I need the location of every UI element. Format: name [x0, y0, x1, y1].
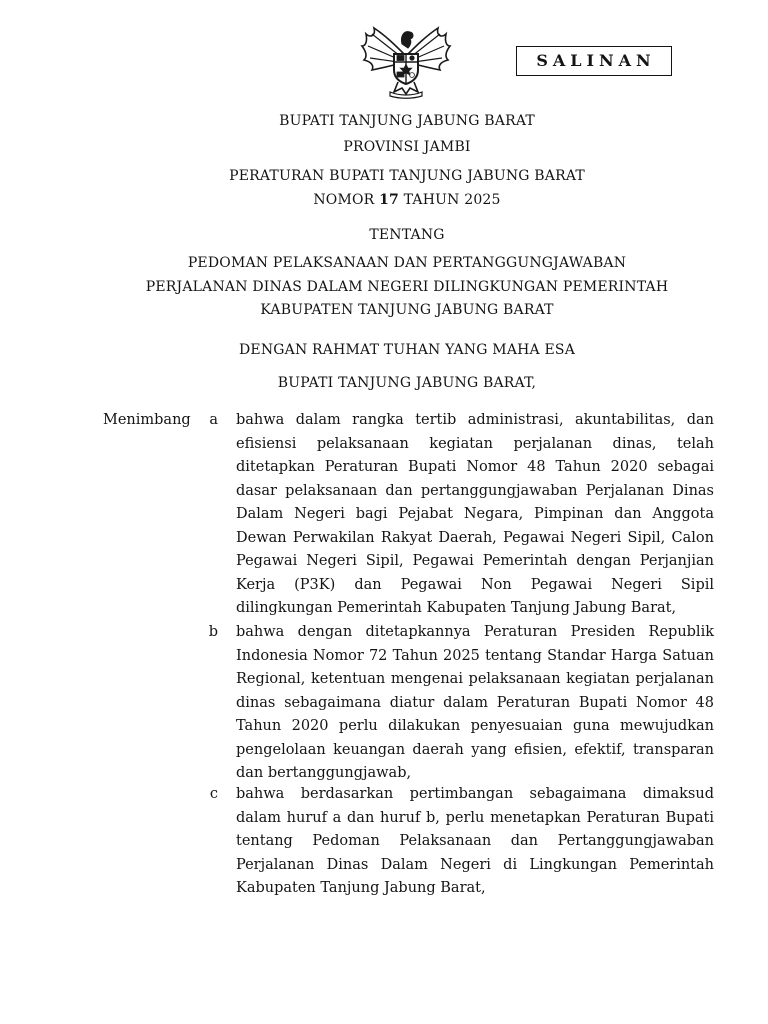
- item-marker-b: b: [208, 624, 218, 640]
- item-marker-c: c: [209, 786, 218, 802]
- issuer-address: BUPATI TANJUNG JABUNG BARAT,: [277, 375, 537, 391]
- issuer-province: PROVINSI JAMBI: [343, 139, 471, 155]
- about-heading: TENTANG: [369, 227, 445, 243]
- considering-item-b: bahwa dengan ditetapkannya Peraturan Presiden Republik Indonesia Nomor 72 Tahun 2025 tentang Standar Harga Satuan Regional, ketentuan mengenai pelaksanaan kegiatan perjalanan dinas sebagaimana diatur dalam Peraturan Bupati Nomor 48 Tahun 2020 perlu dilakukan penyesuaian guna mewujudkan pengelolaan keuangan daerah yang efisien, efektif, transparan dan bertanggungjawab,: [236, 624, 714, 781]
- subject-line-2: PERJALANAN DINAS DALAM NEGERI DILINGKUNGAN PEMERINTAH: [145, 279, 669, 295]
- regulation-number: [0, 192, 768, 208]
- issuer-title: BUPATI TANJUNG JABUNG BARAT: [279, 113, 535, 129]
- item-marker-a: a: [209, 412, 218, 428]
- regulation-title: PERATURAN BUPATI TANJUNG JABUNG BARAT: [229, 168, 585, 184]
- considering-label: Menimbang: [103, 412, 191, 428]
- considering-item-c: bahwa berdasarkan pertimbangan sebagaimana dimaksud dalam huruf a dan huruf b, perlu menetapkan Peraturan Bupati tentang Pedoman Pelaksanaan dan Pertanggungjawaban Perjalanan Dinas Dalam Negeri di Lingkungan Pemerintah Kabupaten Tanjung Jabung Barat,: [236, 786, 714, 896]
- copy-stamp: SALINAN: [516, 46, 672, 76]
- blessing-line: DENGAN RAHMAT TUHAN YANG MAHA ESA: [238, 342, 576, 358]
- considering-item-a: bahwa dalam rangka tertib administrasi, akuntabilitas, dan efisiensi pelaksanaan kegiatan perjalanan dinas, telah ditetapkan Peraturan Bupati Nomor 48 Tahun 2020 sebagai dasar pelaksanaan dan pertanggungjawaban Perjalanan Dinas Dalam Negeri bagi Pejabat Negara, Pimpinan dan Anggota Dewan Perwakilan Rakyat Daerah, Pegawai Negeri Sipil, Calon Pegawai Negeri Sipil, Pegawai Pemerintah dengan Perjanjian Kerja (P3K) dan Pegawai Non Pegawai Negeri Sipil dilingkungan Pemerintah Kabupaten Tanjung Jabung Barat,: [236, 412, 714, 616]
- number-suffix: TAHUN 2025: [403, 192, 501, 208]
- number-prefix: NOMOR: [313, 192, 375, 208]
- subject-line-1: PEDOMAN PELAKSANAAN DAN PERTANGGUNGJAWABAN: [187, 255, 627, 271]
- number-value: 17: [379, 192, 399, 208]
- subject-line-3: KABUPATEN TANJUNG JABUNG BARAT: [260, 302, 554, 318]
- garuda-emblem: [360, 24, 452, 100]
